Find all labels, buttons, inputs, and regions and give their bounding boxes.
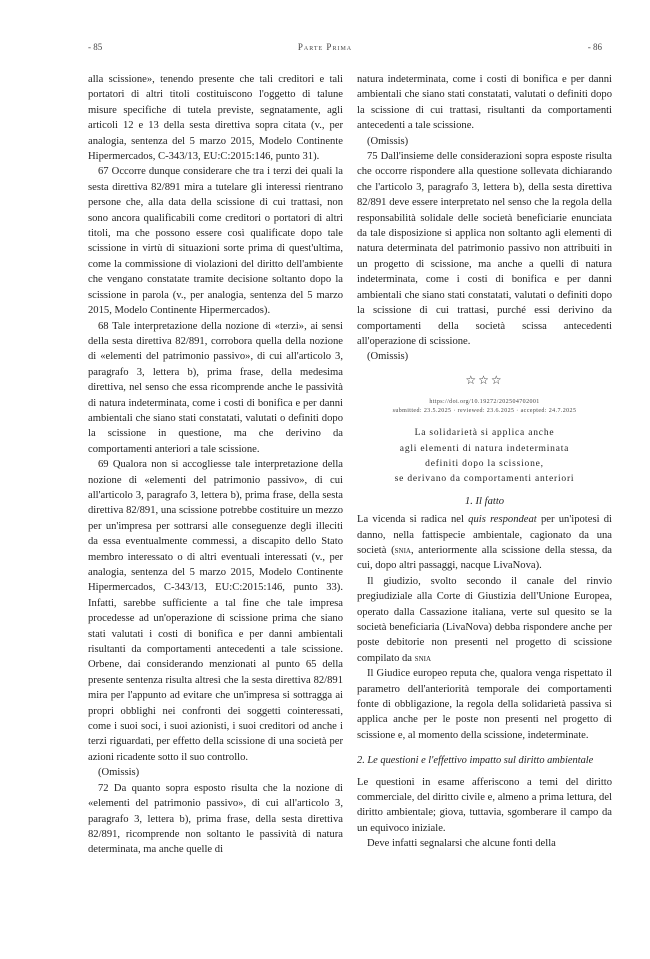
- section-heading-2: 2. Le questioni e l'effettivo impatto sul diritto ambientale: [357, 755, 594, 767]
- page-number-left: - 85: [88, 42, 103, 52]
- article-title-line: se derivano da comportamenti anteriori: [394, 474, 575, 485]
- article-title-line: agli elementi di natura indeterminata: [399, 443, 570, 454]
- article-title-line: La solidarietà si applica anche: [414, 428, 555, 439]
- paragraph: alla scissione», tenendo presente che tali creditori e tali portatori di altri titoli costituiscono l'oggetto di talune misure specifiche di tutela previste, segnatamente, agli articoli 12 e 13 della sesta direttiva sopra citata (v., per analogia, sentenza del 5 marzo 2015, Modelo Continente Hipermercados, C-343/13, EU:C:2015:146, punto 31).: [88, 74, 343, 163]
- paragraph: natura indeterminata, come i costi di bonifica e per danni ambientali che siano stati constatati, valutati o definiti dopo la scissione di cui trattasi, risultanti da comportamenti antecedenti a tale scissione.: [357, 74, 612, 132]
- submission-dates: submitted: 23.5.2025 · reviewed: 23.6.2025 · accepted: 24.7.2025: [392, 408, 577, 415]
- article-title: [357, 426, 612, 488]
- text: La vicenda si radica nel: [357, 514, 469, 526]
- running-header: Parte Prima: [297, 42, 353, 52]
- text: , anteriormente alla scissione della stessa, da cui, dopo altri passaggi, nacque LivaNova).: [357, 544, 612, 572]
- paragraph-68: 68 Tale interpretazione della nozione di «terzi», ai sensi della sesta direttiva 82/891, corrobora quella della nozione di «elementi del patrimonio passivo», di cui all'articolo 3, paragrafo 3, lettera b), prima frase, della medesima direttiva, nel senso che essa ricomprende anche le passività di natura indeterminata, come i costi di bonifica e per danni ambientali che siano stati constatati, valutati o definiti dopo la scissione in questione, ma che derivino da comportamenti anteriori a tale scissione.: [88, 320, 343, 455]
- doi-link[interactable]: https://doi.org/10.19272/202504702001: [429, 399, 540, 406]
- paragraph: Le questioni in esame afferiscono a temi del diritto commerciale, del diritto civile e, almeno a prima lettura, del diritto ambientale; giova, tuttavia, sgomberare il campo da un equivoco iniziale.: [357, 776, 612, 834]
- text: per un'ipotesi di danno, nella fattispecie ambientale, cagionato da una società (: [357, 514, 612, 556]
- omissis: (Omissis): [98, 767, 140, 779]
- paragraph: [357, 512, 612, 574]
- company-acronym: snia: [394, 544, 411, 556]
- paragraph-72: 72 Da quanto sopra esposto risulta che la nozione di «elementi del patrimonio passivo», di cui all'articolo 3, paragrafo 3, lettera b), prima frase, della sesta direttiva 82/891, ricomprende non soltanto le passività di natura determinata, ma anche quelle di: [88, 782, 343, 856]
- company-acronym: snia: [414, 652, 432, 664]
- left-column: [88, 72, 343, 858]
- article-title-line: definiti dopo la scissione,: [425, 458, 544, 469]
- paragraph: Deve infatti segnalarsi che alcune fonti della: [367, 838, 556, 850]
- omissis: (Omissis): [367, 351, 409, 363]
- omissis: (Omissis): [367, 135, 409, 147]
- section-heading-1: 1. Il fatto: [464, 495, 505, 507]
- text: Il giudizio, svolto secondo il canale del rinvio pregiudiziale alla Corte di Giustizia dell'Unione Europea, operato dalla Cassazione italiana, verte sul quesito se la società beneficiaria (LivaNova) debba rispondere anche per poste debitorie non presenti nel progetto di scissione compilato da: [357, 575, 612, 664]
- latin-phrase: quis respondeat: [468, 514, 537, 526]
- paragraph-67: 67 Occorre dunque considerare che tra i terzi dei quali la sesta direttiva 82/891 mira a tutelare gli interessi rientrano persone che, alla data della scissione di cui trattasi, non sono ancora qualificabili come creditori o portatori di altri titoli, ma che possono essere così qualificate dopo tale scissione in virtù di situazioni sorte prima di quest'ultima, come la commissione di violazioni del diritto dell'ambiente che vengano constatate tramite decisione soltanto dopo la scissione in parola (v., per analogia, sentenza del 5 marzo 2015, Modelo Continente Hipermercados).: [88, 166, 343, 317]
- paragraph-75: 75 Dall'insieme delle considerazioni sopra esposte risulta che occorre rispondere alla questione sollevata dichiarando che l'articolo 3, paragrafo 3, lettera b), della sesta direttiva 82/891 deve essere interpretato nel senso che la regola della responsabilità solidale delle società beneficiarie enunciata da tale disposizione si applica non soltanto agli elementi di natura determinata del patrimonio passivo non attribuiti in un progetto di scissione, ma anche a quelli di natura indeterminata, come i costi di bonifica e per danni ambientali che siano stati constatati, valutati o definiti dopo la scissione di cui trattasi, purché essi derivino da comportamenti della società scissa antecedenti all'operazione di scissione.: [357, 151, 612, 347]
- right-column: [357, 72, 612, 852]
- paragraph-69: 69 Qualora non si accogliesse tale interpretazione della nozione di «elementi del patrimonio passivo», di cui all'articolo 3, paragrafo 3, lettera b), prima frase, della sesta direttiva 82/891, una scissione potrebbe costituire un mezzo per un'impresa per sottrarsi alle conseguenze degli illeciti da essa eventualmente commessi, a discapito dello Stato membro interessato o di altri eventuali interessati (v., per analogia, sentenza del 5 marzo 2015, Modelo Continente Hipermercados, C-343/13, EU:C:2015:146, punto 33). Infatti, sarebbe sufficiente a tal fine che tale impresa procedesse ad un'operazione di scissione prima che siano stati valutati i costi di bonifica e per danni ambientali risultanti da comportamenti antecedenti a tale scissione. Orbene, dai considerando menzionati al punto 65 della presente sentenza risulta altresì che la sesta direttiva 82/891 mira per l'appunto ad evitare che un'impresa si sottragga ai propri obblighi nei confronti dei soggetti cointeressati, come i suoi soci, i suoi azionisti, i suoi creditori od anche i terzi riguardati, per effetto della scissione di una società per azioni ricadente sotto il suo controllo.: [88, 459, 343, 763]
- section-separator-stars: ☆☆☆: [465, 372, 504, 387]
- page-number-right: - 86: [587, 42, 602, 52]
- paragraph: Il Giudice europeo reputa che, qualora venga rispettato il parametro dell'anteriorità temporale dei comportamenti fonte di obbligazione, la regola della solidarietà passiva si applica anche per le poste non presenti nel progetto di scissione e, al momento della scissione, indeterminate.: [357, 668, 612, 741]
- paragraph: [357, 574, 612, 666]
